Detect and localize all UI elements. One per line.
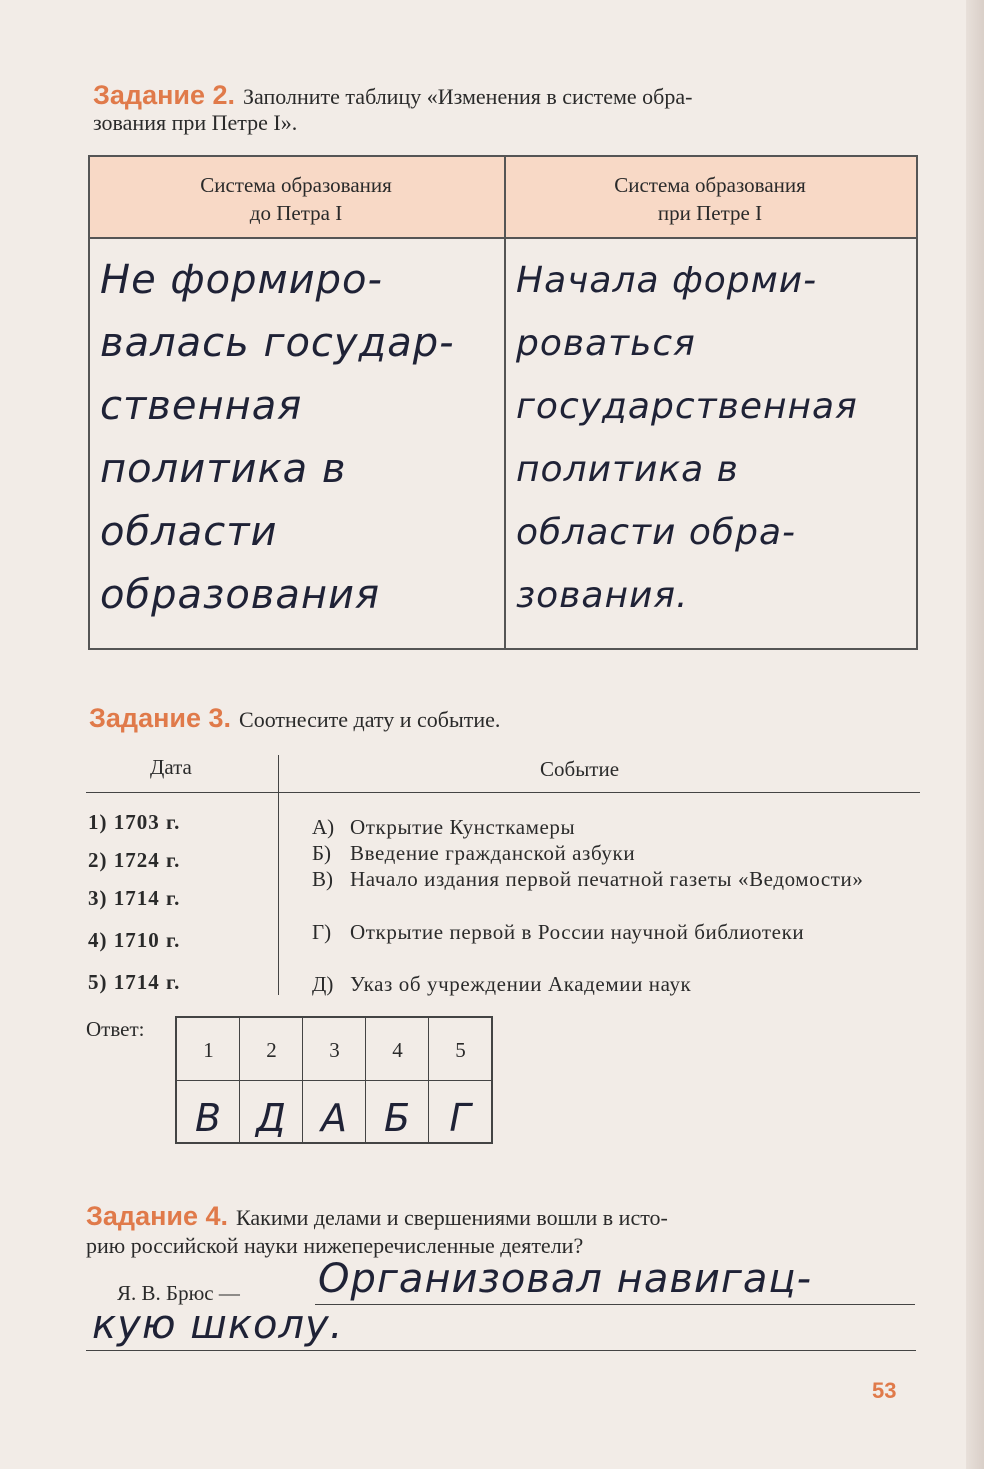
answer-value: А xyxy=(321,1096,348,1140)
answer-cell xyxy=(366,1018,429,1142)
answer-value: Д xyxy=(256,1096,287,1140)
task3-text: Соотнесите дату и событие. xyxy=(239,707,501,732)
task2-label: Задание 2. xyxy=(93,80,236,110)
event-text: Указ об учреждении Академии наук xyxy=(350,972,692,996)
answer-number: 2 xyxy=(266,1038,277,1062)
answer-number: 5 xyxy=(455,1038,466,1062)
task2-table-divider xyxy=(504,157,506,648)
task3-date-header: Дата xyxy=(150,755,192,779)
task2-table-header xyxy=(90,157,916,239)
answer-number: 1 xyxy=(203,1038,214,1062)
task3-event-header: Событие xyxy=(540,757,620,781)
event-text: Открытие Кунсткамеры xyxy=(350,815,576,839)
date-item: 1) 1703 г. xyxy=(88,810,181,834)
task4-text-line2: рию российской науки нижеперечисленные деятели? xyxy=(86,1233,584,1258)
task2-text-line1: Заполните таблицу «Изменения в системе обра- xyxy=(243,84,693,109)
event-item xyxy=(312,920,912,945)
answer-table xyxy=(175,1016,493,1144)
answer-cell xyxy=(240,1018,303,1142)
page-number: 53 xyxy=(872,1378,897,1403)
answer-cell xyxy=(429,1018,492,1142)
event-item xyxy=(312,867,912,892)
task4-answer-line2: кую школу. xyxy=(92,1302,344,1348)
task4-label: Задание 4. xyxy=(86,1201,229,1231)
answer-value: В xyxy=(194,1096,223,1140)
answer-underline xyxy=(315,1304,915,1305)
event-text: Введение гражданской азбуки xyxy=(350,841,636,865)
task2-col2-answer: Начала форми- роваться государственная политика в области обра- зования. xyxy=(516,260,858,616)
date-item: 5) 1714 г. xyxy=(88,970,181,994)
date-item: 2) 1724 г. xyxy=(88,848,181,872)
event-text: Открытие первой в России научной библиотеки xyxy=(350,920,805,944)
task2-col1-header: Система образования до Петра I xyxy=(200,173,392,225)
answer-value: Г xyxy=(449,1096,472,1140)
task4-heading xyxy=(86,1203,916,1231)
event-item xyxy=(312,841,912,866)
task3-heading xyxy=(89,705,500,733)
person-label: Я. В. Брюс — xyxy=(117,1281,240,1305)
task3-header-rule xyxy=(86,792,920,793)
page-edge xyxy=(966,0,984,1469)
task3-column-rule xyxy=(278,755,279,995)
task2-col2-header: Система образования при Петре I xyxy=(614,173,806,225)
answer-cell xyxy=(177,1018,240,1142)
date-item: 4) 1710 г. xyxy=(88,928,181,952)
answer-label: Ответ: xyxy=(86,1017,145,1041)
task2-col1-answer: Не формиро- валась государ- ственная политика в области образования xyxy=(100,257,455,618)
task2-table xyxy=(88,155,918,650)
task2-text-line2: зования при Петре I». xyxy=(93,110,298,135)
event-text: Начало издания первой печатной газеты «Ведомости» xyxy=(350,867,864,891)
event-letter: А) xyxy=(312,815,335,839)
task2-heading xyxy=(93,82,923,110)
answer-cell xyxy=(303,1018,366,1142)
answer-number: 4 xyxy=(392,1038,403,1062)
task4-answer-line1: Организовал навигац- xyxy=(318,1256,813,1302)
task3-label: Задание 3. xyxy=(89,703,232,733)
event-item xyxy=(312,815,912,840)
answer-value: Б xyxy=(383,1096,412,1140)
task4-text-line1: Какими делами и свершениями вошли в исто- xyxy=(236,1205,668,1230)
answer-number: 3 xyxy=(329,1038,340,1062)
event-letter: Д) xyxy=(312,972,334,996)
event-item xyxy=(312,972,912,997)
date-item: 3) 1714 г. xyxy=(88,886,181,910)
event-letter: Г) xyxy=(312,920,332,944)
answer-underline xyxy=(86,1350,916,1351)
event-letter: Б) xyxy=(312,841,332,865)
event-letter: В) xyxy=(312,867,333,891)
